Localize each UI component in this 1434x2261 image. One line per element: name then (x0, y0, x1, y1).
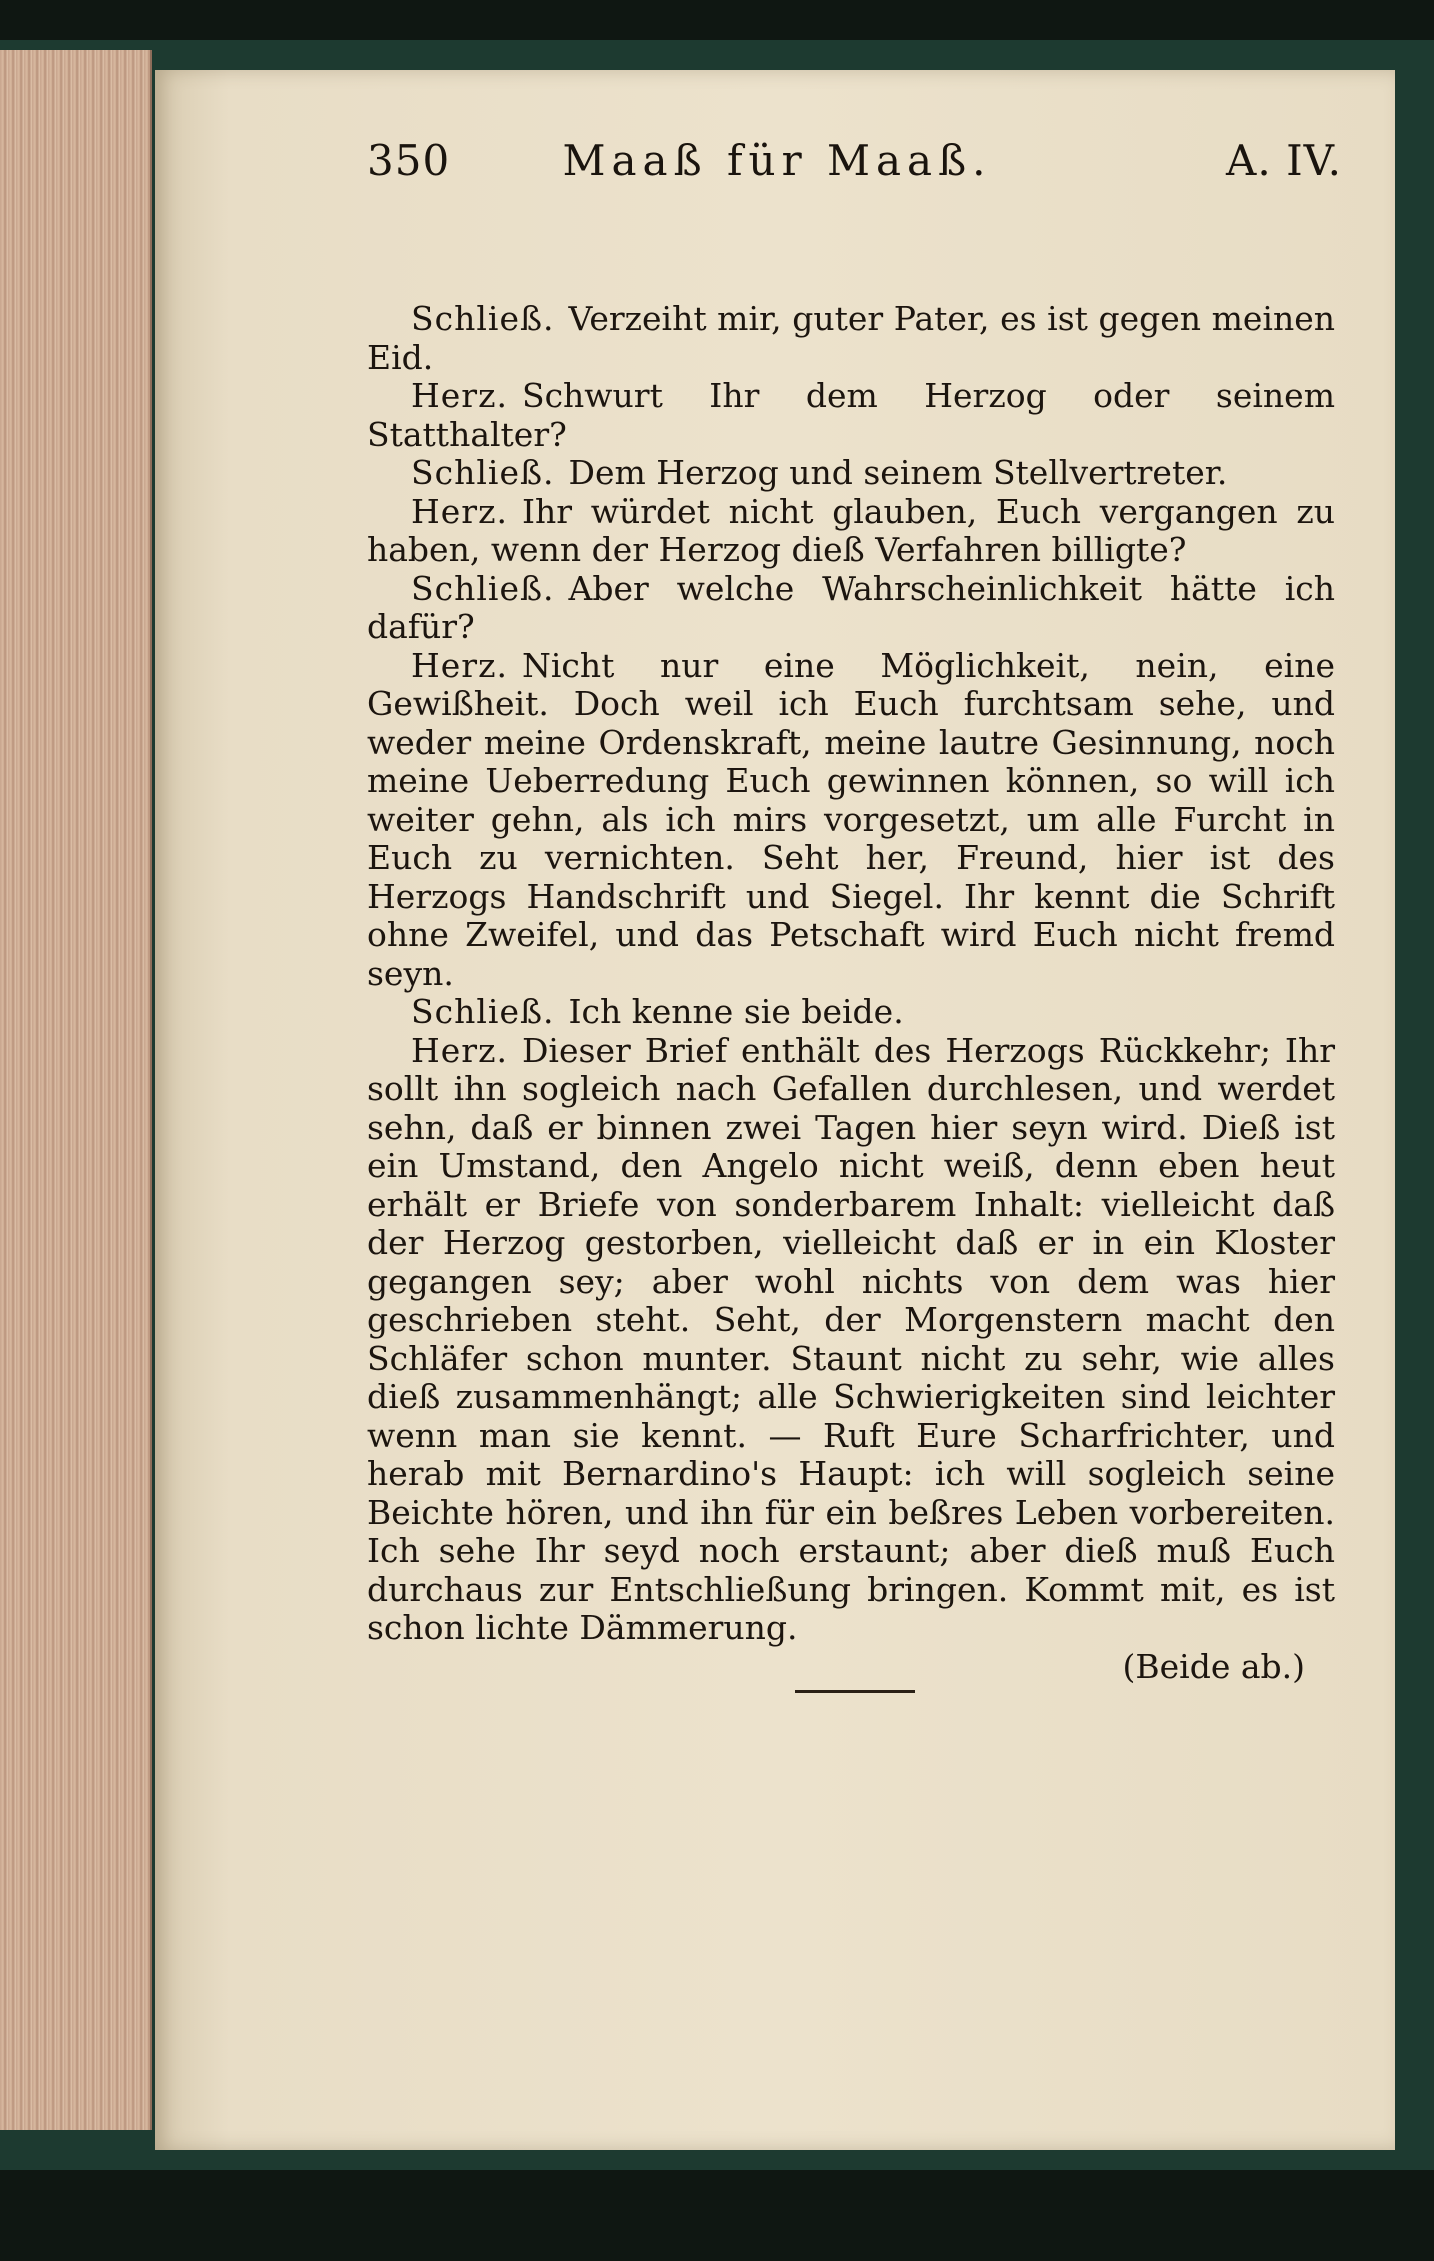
speaker-name: Herz. (411, 1030, 508, 1070)
speaker-name: Herz. (411, 491, 508, 531)
speech-text: Ihr würdet nicht glauben, Euch vergangen zu haben, wenn der Herzog dieß Verfahren billigte? (367, 491, 1335, 569)
speech-text: Dieser Brief enthält des Herzogs Rückkehr; Ihr sollt ihn sogleich nach Gefallen durchlesen, und werdet sehn, daß er binnen zwei Tagen hier seyn wird. Dieß ist ein Umstand, den Angelo nicht weiß, denn eben heut erhält er Briefe von sonderbarem Inhalt: vielleicht daß der Herzog gestorben, vielleicht daß er in ein Kloster gegangen sey; aber wohl nichts von dem was hier geschrieben steht. Seht, der Morgenstern macht den Schläfer schon munter. Staunt nicht zu sehr, wie alles dieß zusammenhängt; alle Schwierigkeiten sind leichter wenn man sie kennt. — Ruft Eure Scharfrichter, und herab mit Bernardino's Haupt: ich will sogleich seine Beichte hören, und ihn für ein beßres Leben vorbereiten. Ich sehe Ihr seyd noch erstaunt; aber dieß muß Euch durchaus zur Entschließung bringen. Kommt mit, es ist schon lichte Dämmerung. (367, 1030, 1335, 1647)
speaker-name: Herz. (411, 645, 508, 685)
speaker-name: Schließ. (411, 992, 555, 1031)
speaker-name: Herz. (411, 376, 508, 415)
act-number: A. IV. (1226, 136, 1342, 185)
speaker-name: Schließ. (411, 299, 555, 338)
page-header (212, 136, 1342, 196)
speech-text: Aber welche Wahrscheinlichkeit hätte ich dafür? (367, 568, 1335, 646)
running-title: Maaß für Maaß. (562, 136, 992, 185)
dialogue-paragraph (367, 1032, 1335, 1648)
stage-direction: (Beide ab.) (1122, 1646, 1305, 1686)
dialogue-paragraph (367, 647, 1335, 994)
speech-text: Nicht nur eine Möglichkeit, nein, eine Gewißheit. Doch weil ich Euch furchtsam sehe, und weder meine Ordenskraft, meine lautre Gesinnung, noch meine Ueberredung Euch gewinnen können, so will ich weiter gehn, als ich mirs vorgesetzt, um alle Furcht in Euch zu vernichten. Seht her, Freund, hier ist des Herzogs Handschrift und Siegel. Ihr kennt die Schrift ohne Zweifel, und das Petschaft wird Euch nicht fremd seyn. (367, 645, 1335, 993)
page-edges (0, 50, 152, 2130)
speaker-name: Schließ. (411, 568, 555, 608)
section-rule (795, 1690, 915, 1693)
speaker-name: Schließ. (411, 453, 555, 492)
dialogue-paragraph (367, 377, 1335, 454)
dialogue-paragraph (367, 493, 1335, 570)
dialogue-paragraph (367, 570, 1335, 647)
speech-text: Dem Herzog und seinem Stellvertreter. (568, 453, 1228, 492)
speech-text: Ich kenne sie beide. (568, 992, 904, 1031)
page-number: 350 (367, 136, 451, 185)
speech-text: Verzeiht mir, guter Pater, es ist gegen meinen Eid. (367, 299, 1335, 377)
dialogue-paragraph (367, 300, 1335, 377)
dialogue-paragraph (367, 993, 1335, 1032)
speech-text: Schwurt Ihr dem Herzog oder seinem Statthalter? (367, 376, 1335, 454)
dialogue-paragraph (367, 454, 1335, 493)
body-text (367, 300, 1335, 1686)
